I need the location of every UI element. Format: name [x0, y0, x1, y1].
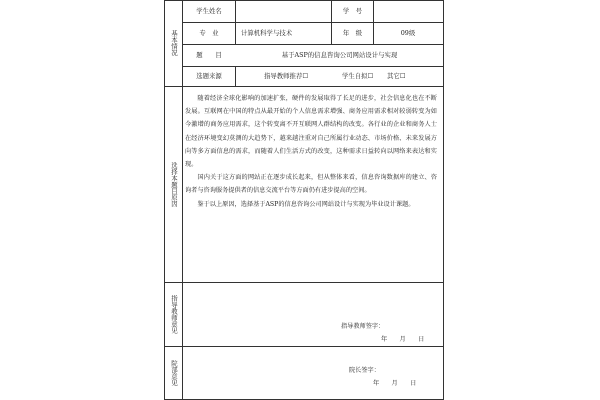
major-label: 专 业 — [199, 29, 219, 37]
section-label-dept-opinion: 院部意见 — [170, 359, 178, 386]
topic-label: 题 目 — [196, 51, 222, 59]
section-label-advisor-opinion: 指导教师意见 — [170, 294, 178, 334]
label-column-rule — [182, 0, 183, 400]
reason-paragraph: 国内关于这方面的网站正在逐步成长起来，但从整体来看，信息咨询数据库的建立、咨询者与咨询服务提供者的信息交流平台等方面仍有进步提高的空间。 — [185, 174, 437, 195]
advisor-date-label: 年 月 日 — [381, 336, 425, 343]
table-rule — [182, 22, 443, 23]
proposal-form — [164, 0, 444, 400]
reason-paragraph: 随着经济全球化影响的加速扩张，硬件的发展取得了长足的进步，社会信息化也在不断发展。互联网在中国的特点从最开始的个人信息需求增强、商务应用需求相对较弱转变为如今激增的商务应用需求，这个转变离不开互联网人群结构的改变。各行业的企业和商务人士在经济环境变幻莫测的大趋势下，越来越注重对自己所属行业动态、市场价格、未来发展方向等多方面信息的需求，而随着人们生活方式的改变，这种需求日益转向以网络来表达和实现。 — [185, 95, 437, 169]
topic-value: 基于ASP的信息咨询公司网站设计与实现 — [281, 51, 398, 59]
student-id-label: 学 号 — [342, 7, 363, 15]
table-rule — [182, 66, 443, 67]
table-rule — [235, 66, 236, 86]
grade-value: 09级 — [400, 29, 416, 37]
table-border-top — [165, 0, 443, 1]
dept-signature-label: 院长签字： — [349, 367, 380, 374]
table-rule — [165, 282, 443, 283]
grade-label: 年 级 — [342, 29, 363, 37]
table-rule — [165, 346, 443, 347]
major-value: 计算机科学与技术 — [241, 29, 293, 37]
reason-body — [185, 92, 437, 211]
table-rule — [235, 0, 236, 44]
table-rule — [165, 86, 443, 87]
student-name-label: 学生姓名 — [196, 7, 222, 15]
section-label-basic-info: 基本情况 — [170, 30, 178, 56]
source-option-other[interactable]: 其它☐ — [387, 72, 406, 80]
table-rule — [182, 44, 443, 45]
reason-paragraph: 鉴于以上原因，选择基于ASP的信息咨询公司网站设计与实现为毕业设计课题。 — [197, 200, 415, 208]
table-rule — [373, 0, 374, 44]
source-option-student[interactable]: 学生自拟☐ — [342, 72, 374, 80]
advisor-signature-label: 指导教师签字： — [341, 323, 385, 330]
section-label-reason: 选择本题目原因 — [170, 161, 178, 207]
source-label: 选题来源 — [196, 72, 222, 80]
source-option-advisor[interactable]: 指导教师推荐☐ — [264, 72, 309, 80]
dept-date-label: 年 月 日 — [373, 380, 417, 387]
